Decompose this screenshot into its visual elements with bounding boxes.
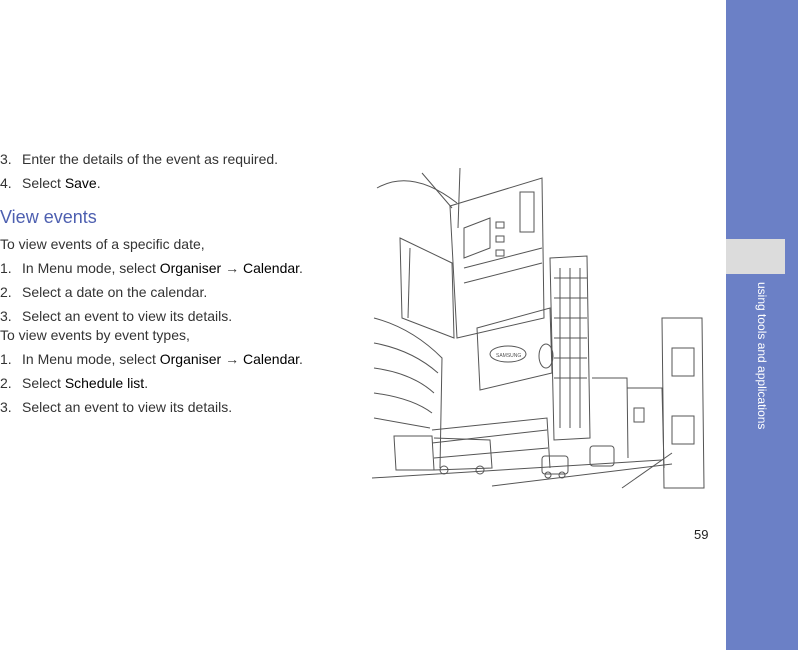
save-label: Save <box>64 175 97 191</box>
intro-by-date: To view events of a specific date, <box>0 236 205 252</box>
step-type-3: 3. Select an event to view its details. <box>0 399 233 415</box>
step-type-1: 1. In Menu mode, select Organiser → Calendar. <box>0 351 303 367</box>
section-heading: View events <box>0 207 97 227</box>
city-street-illustration <box>372 168 708 496</box>
step-type-2: 2. Select Schedule list. <box>0 375 149 391</box>
step-date-3: 3. Select an event to view its details. <box>0 308 233 324</box>
intro-by-type: To view events by event types, <box>0 327 190 343</box>
svg-text:SAMSUNG: SAMSUNG <box>496 353 522 359</box>
step-select-save: 4. Select Save. <box>0 175 101 191</box>
step-date-1: 1. In Menu mode, select Organiser → Calendar. <box>0 260 303 276</box>
step-enter-details: 3. Enter the details of the event as required. <box>0 151 279 167</box>
step-date-2: 2. Select a date on the calendar. <box>0 284 208 300</box>
page-number: 59 <box>694 527 709 542</box>
schedule-list-label: Schedule list <box>64 375 145 391</box>
sidebar-section-tab <box>726 239 785 274</box>
sidebar-section-label: using tools and applications <box>755 282 769 430</box>
